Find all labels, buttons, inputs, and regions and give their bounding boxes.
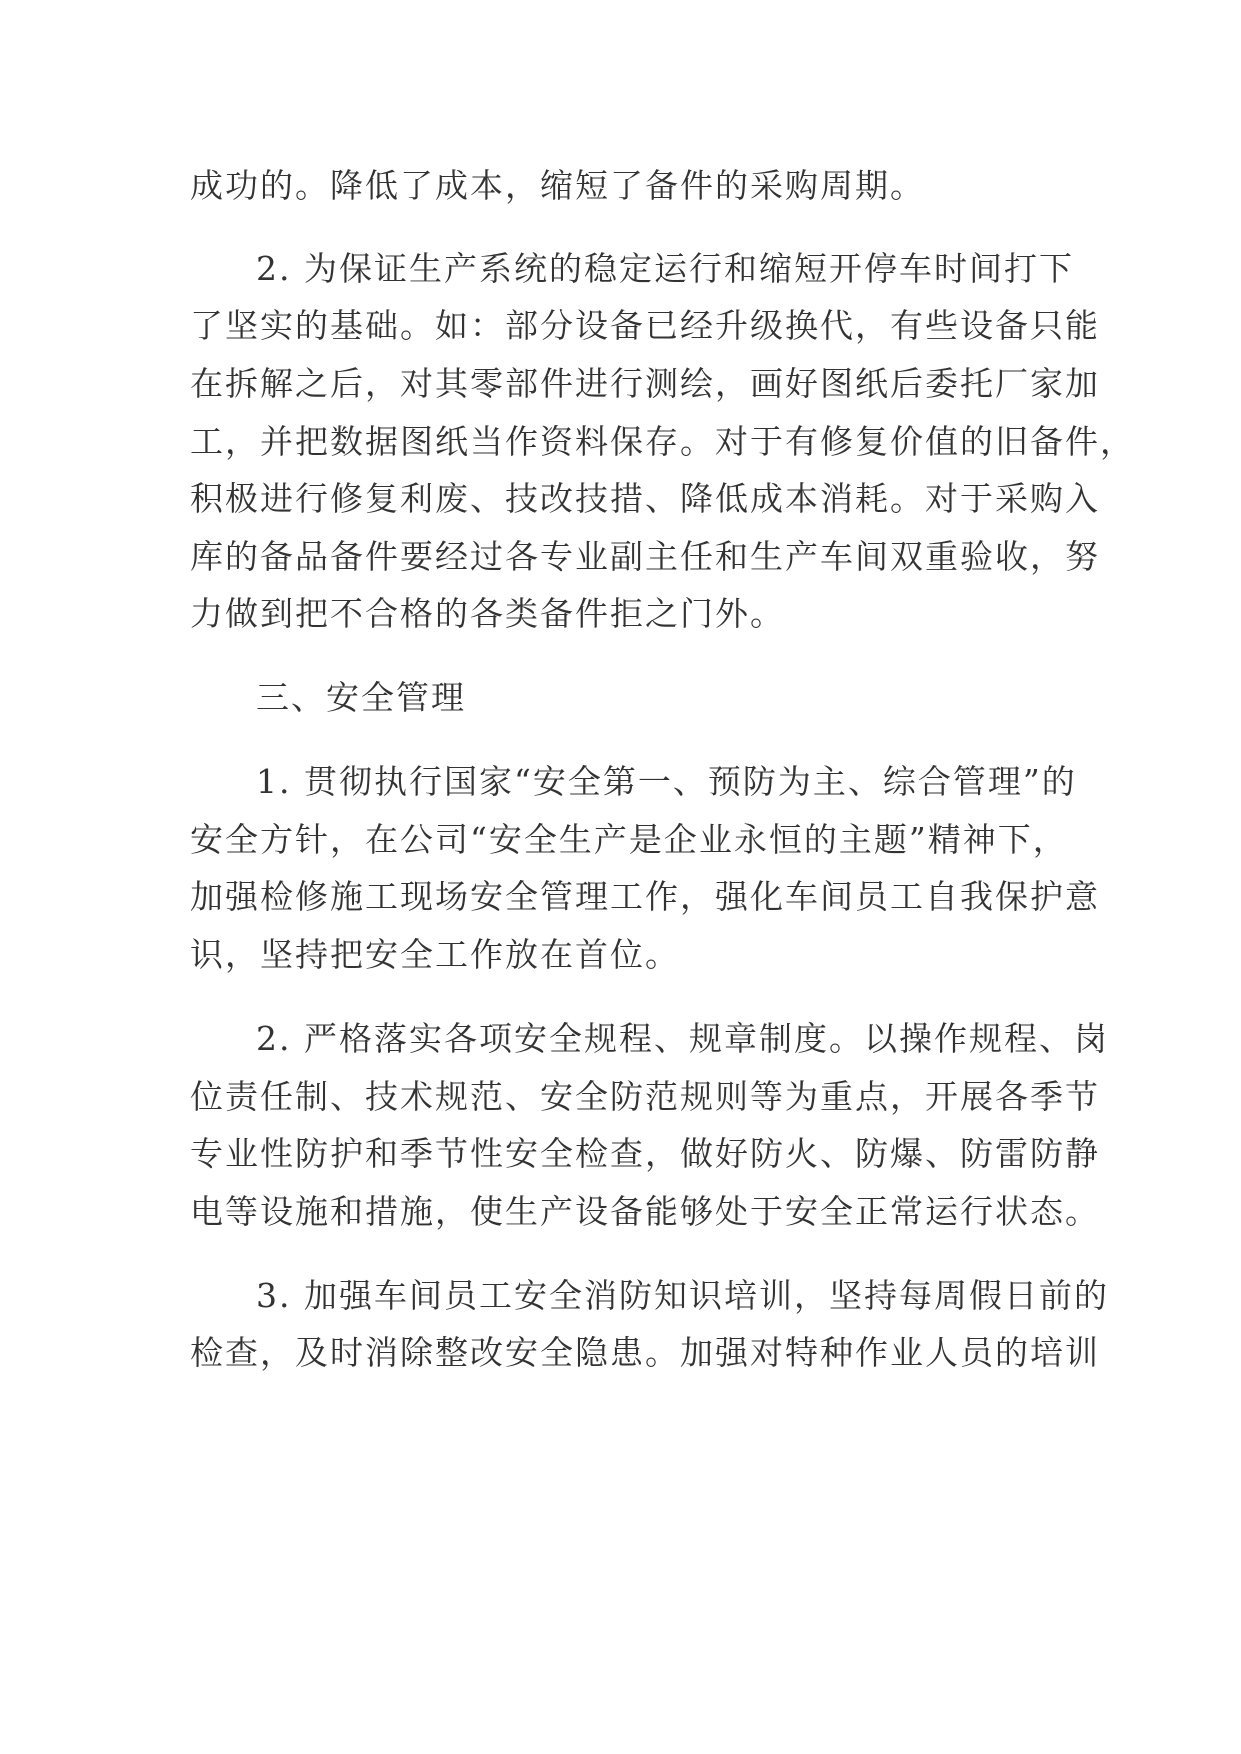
text-line: 2. 为保证生产系统的稳定运行和缩短开停车时间打下 — [256, 249, 1074, 288]
text-line: 检查，及时消除整改安全隐患。加强对特种作业人员的培训 — [190, 1333, 1100, 1372]
text-line: 了坚实的基础。如：部分设备已经升级换代，有些设备只能 — [190, 306, 1100, 345]
text-line: 库的备品备件要经过各专业副主任和生产车间双重验收，努 — [190, 537, 1100, 576]
text-line: 安全方针，在公司“安全生产是企业永恒的主题”精神下， — [190, 820, 1068, 859]
text-line: 电等设施和措施，使生产设备能够处于安全正常运行状态。 — [190, 1192, 1100, 1231]
text-line: 力做到把不合格的各类备件拒之门外。 — [190, 594, 785, 633]
text-line: 2. 严格落实各项安全规程、规章制度。以操作规程、岗 — [256, 1019, 1109, 1058]
text-line: 专业性防护和季节性安全检查，做好防火、防爆、防雷防静 — [190, 1134, 1100, 1173]
text-line: 1. 贯彻执行国家“安全第一、预防为主、综合管理”的 — [256, 762, 1077, 801]
text-line: 成功的。降低了成本，缩短了备件的采购周期。 — [190, 166, 925, 205]
text-line: 积极进行修复利废、技改技措、降低成本消耗。对于采购入 — [190, 479, 1100, 518]
text-line: 位责任制、技术规范、安全防范规则等为重点，开展各季节 — [190, 1077, 1100, 1116]
text-line: 加强检修施工现场安全管理工作，强化车间员工自我保护意 — [190, 877, 1100, 916]
text-line: 3. 加强车间员工安全消防知识培训，坚持每周假日前的 — [256, 1276, 1109, 1315]
section-heading: 三、安全管理 — [256, 678, 466, 717]
text-line: 识，坚持把安全工作放在首位。 — [190, 935, 680, 974]
text-line: 在拆解之后，对其零部件进行测绘，画好图纸后委托厂家加 — [190, 364, 1100, 403]
text-line: 工，并把数据图纸当作资料保存。对于有修复价值的旧备件， — [190, 422, 1135, 461]
